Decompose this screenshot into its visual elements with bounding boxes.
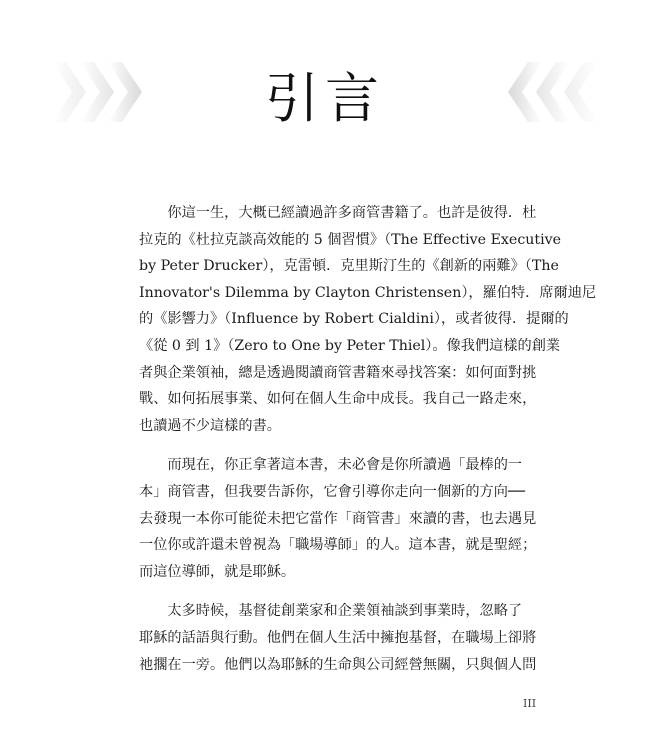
text-line: by Peter Drucker），克雷頓．克里斯汀生的《創新的兩難》（The <box>139 258 559 275</box>
text-line: 耶穌的話語與行動。他們在個人生活中擁抱基督，在職場上卻將 <box>139 629 537 646</box>
page-number: III <box>523 697 537 710</box>
text-line: 也讀過不少這樣的書。 <box>139 417 281 434</box>
text-line: 而現在，你正拿著這本書，未必會是你所讀過「最棒的一 <box>139 457 523 474</box>
text-line: 者與企業領袖，總是透過閱讀商管書籍來尋找答案：如何面對挑 <box>139 364 537 381</box>
text-line: 去發現一本你可能從未把它當作「商管書」來讀的書，也去遇見 <box>139 510 537 527</box>
text-line: 戰、如何拓展事業、如何在個人生命中成長。我自己一路走來， <box>139 391 537 408</box>
text-line: 你這一生，大概已經讀過許多商管書籍了。也許是彼得．杜 <box>139 205 537 221</box>
body-text <box>139 200 597 691</box>
text-line: 拉克的《杜拉克談高效能的 5 個習慣》（The Effective Executive <box>139 231 562 248</box>
text-line: Innovator's Dilemma by Clayton Christensen），羅伯特．席爾迪尼 <box>139 284 597 301</box>
paragraph-3 <box>139 598 537 678</box>
text-line: 本」商管書，但我要告訴你，它會引導你走向一個新的方向── <box>139 483 525 500</box>
text-line: 祂擱在一旁。他們以為耶穌的生命與公司經營無關，只與個人問 <box>139 656 537 673</box>
text-line: 一位你或許還未曾視為「職場導師」的人。這本書，就是聖經； <box>139 537 537 554</box>
text-line: 而這位導師，就是耶穌。 <box>139 563 296 580</box>
page-title: 引言 <box>265 67 385 130</box>
text-line: 《從 0 到 1》（Zero to One by Peter Thiel）。像我們這樣的創業 <box>139 337 561 354</box>
text-line: 太多時候，基督徒創業家和企業領袖談到事業時，忽略了 <box>139 603 523 620</box>
paragraph-1 <box>139 200 597 439</box>
paragraph-2 <box>139 452 537 585</box>
text-line: 的《影響力》（Influence by Robert Cialdini），或者彼得．提爾的 <box>139 311 569 328</box>
